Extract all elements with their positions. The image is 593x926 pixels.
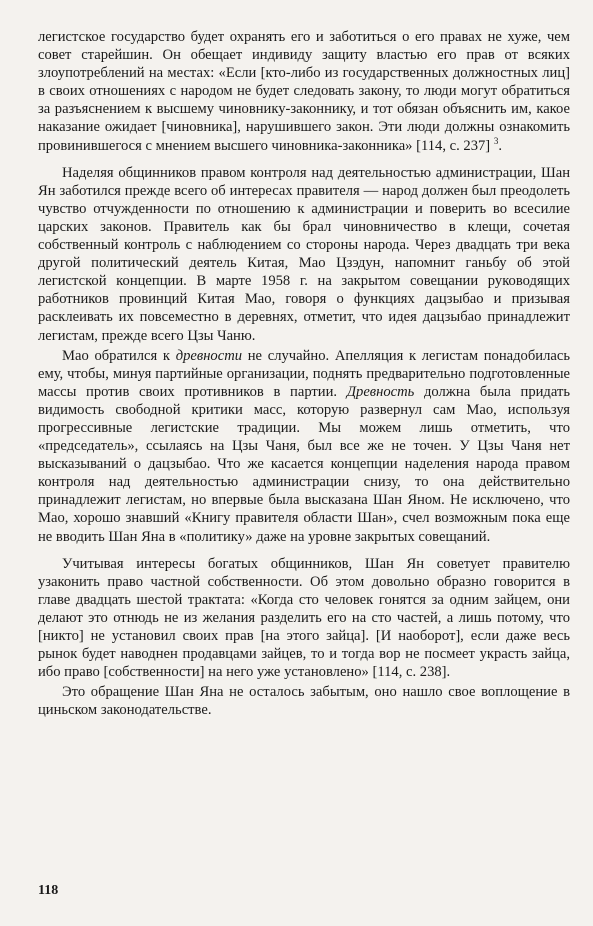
paragraph: Наделяя общинников правом контроля над деятельностью администрации, Шан Ян заботился прежде всего об интересах правителя — народ должен был преодолеть чувство отчужденности по отношению к администрации и поверить во всесилие царских законов. Правитель как бы брал чиновничество в клещи, сочетая собственный контроль с наблюдением со стороны народа. Через двадцать три века другой политический деятель Китая, Мао Цзэдун, напомнит ганьбу об этой легистской концепции. В марте 1958 г. на закрытом совещании руководящих работников провинций Китая Мао, говоря о функциях дацзыбао и призывая расклеивать их повсеместно в деревнях, отметит, что идея дацзыбао принадлежит легистам, прежде всего Цзы Чаню. [38,164,570,344]
paragraph: Это обращение Шан Яна не осталось забытым, оно нашло свое воплощение в циньском законодательстве. [38,684,570,719]
page-number: 118 [38,883,59,898]
paragraph-text: Мао обратился к [62,347,176,364]
paragraph: Учитывая интересы богатых общинников, Шан Ян советует правителю узаконить право частной собственности. Об этом довольно образно говорится в главе двадцать шестой трактата: «Когда сто человек гонятся за одним зайцем, они делают это отнюдь не из желания разделить его на сто частей, а лишь потому, что [никто] не установил своих прав [на этого зайца]. [И наоборот], если даже весь рынок будет наводнен продавцами зайцев, то и тогда вор не посмеет украсть зайца, ибо право [собственности] на него уже установлено» [114, с. 238]. [38,555,570,681]
body-text [38,28,570,719]
paragraph-text: не случайно. Апелляция к легистам понадобилась ему, чтобы, минуя партийные организации, поднять предварительно подготовленные массы против своих противников в партии. [38,347,570,400]
paragraph [38,28,570,155]
paragraph [38,347,570,546]
emphasis: древности [175,347,243,364]
emphasis: Древность [346,383,415,400]
paragraph-text: должна была придать видимость свободной критики масс, которую развернул сам Мао, используя прогрессивные легистские традиции. Мы можем лишь отметить, что «председатель», ссылаясь на Цзы Чаня, был все же не точен. У Цзы Чаня нет высказываний о дацзыбао. Что же касается концепции наделения народа правом контроля над деятельностью администрации снизу, то она действительно принадлежит легистам, но впервые была высказана Шан Яном. Не исключено, что Мао, хорошо знавший «Книгу правителя области Шан», счел возможным пока еще не вводить Шан Яна в «политику» даже на уровне закрытых совещаний. [38,383,570,545]
paragraph-text: легистское государство будет охранять его и заботиться о его правах не хуже, чем совет старейшин. Он обещает индивиду защиту властью его прав от всяких злоупотреблений на местах: «Если [кто-либо из государственных должностных лиц] в своих отношениях с народом не будет следовать закону, то люди могут обратиться за разъяснением к высшему чиновнику-законнику, и тот обязан объяснить им, какое наказание ожидает [чиновника], нарушившего закон. Эти люди должны ознакомить провинившегося с мнением высшего чиновника-законника» [114, с. 237] [38,29,570,154]
footnote-marker: 3 [493,135,499,146]
punctuation: . [498,137,502,154]
